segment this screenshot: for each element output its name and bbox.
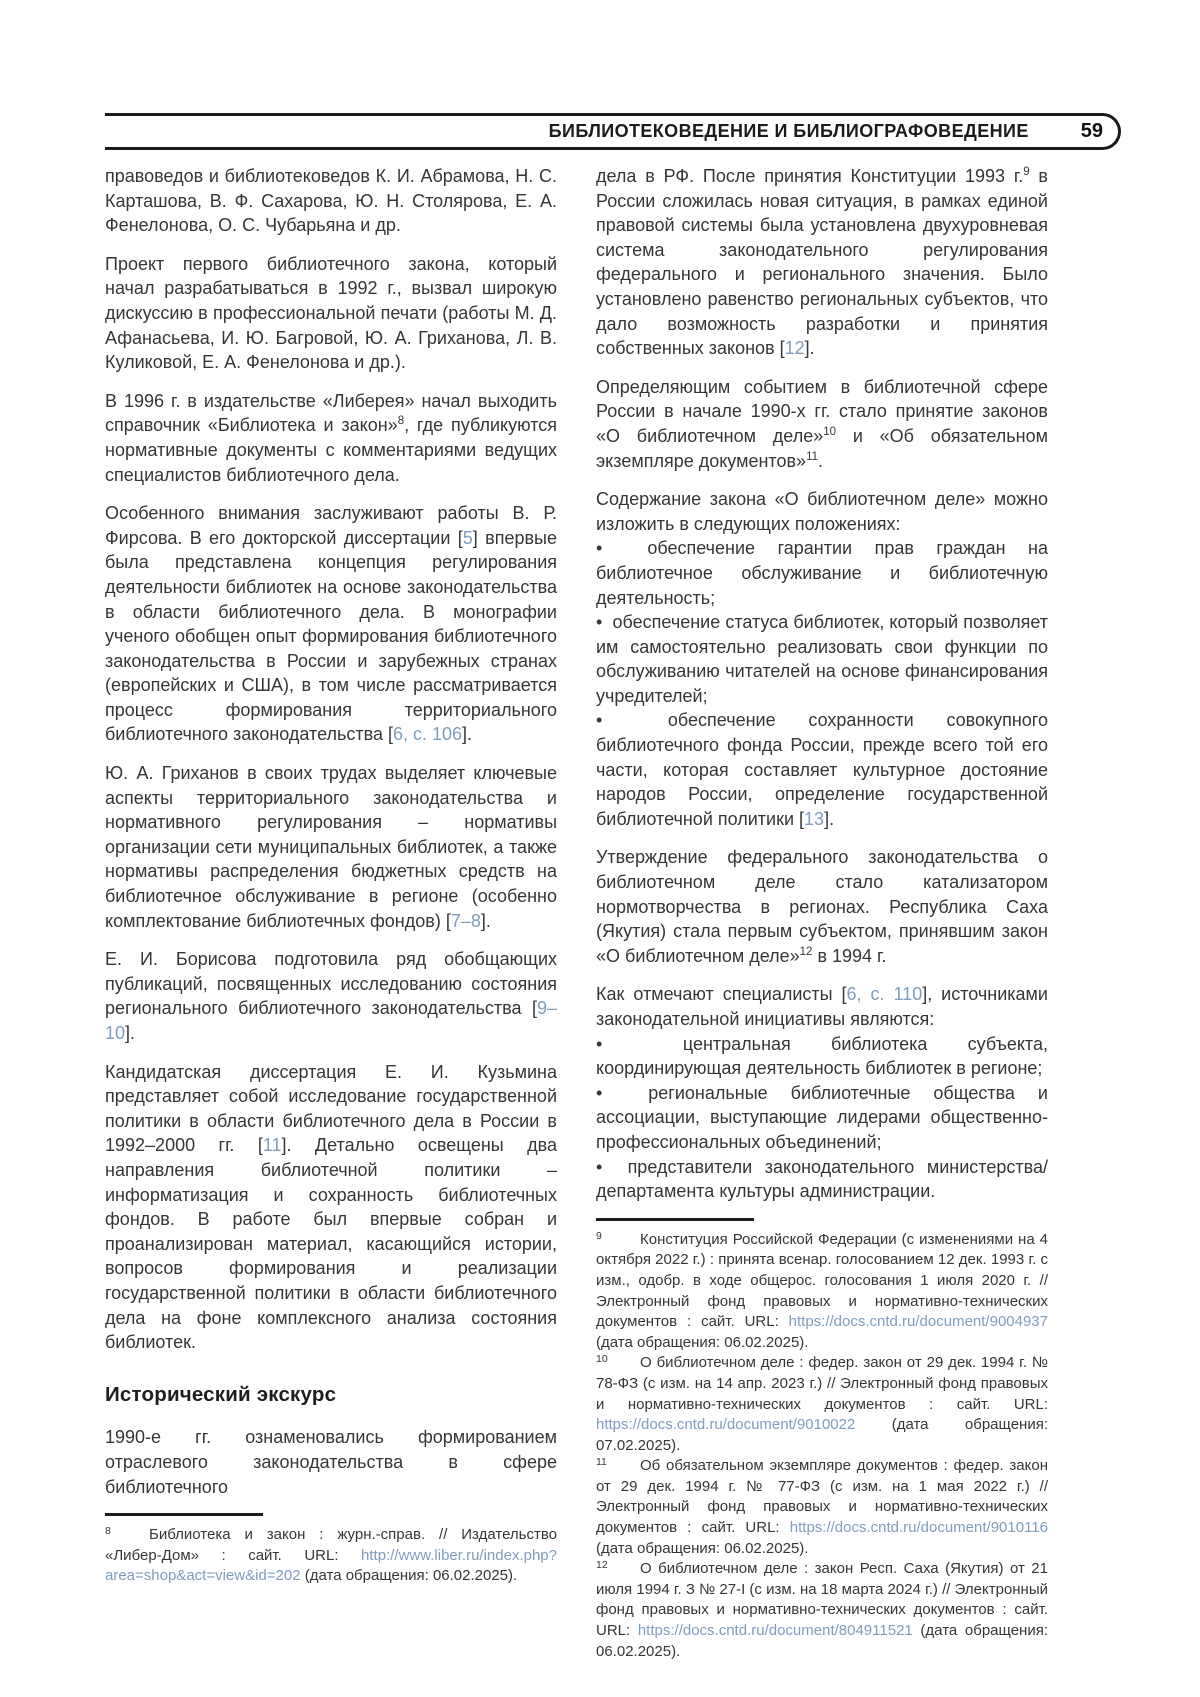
bullet-icon: • bbox=[596, 1156, 628, 1177]
bullet-item bbox=[596, 1155, 1048, 1204]
text-run: представители законодательного министерства/департамента культуры администрации. bbox=[596, 1156, 1048, 1202]
text-run: (дата обращения: 06.02.2025). bbox=[300, 1567, 518, 1585]
text-run: В 1996 г. в издательстве «Либерея» начал выходить справочник «Библиотека и закон» bbox=[105, 390, 557, 436]
text-run: ]. bbox=[804, 338, 815, 359]
text-run: (дата обращения: 07.02.2025). bbox=[596, 1416, 1048, 1454]
paragraph bbox=[596, 487, 1048, 536]
text-run: Содержание закона «О библиотечном деле» можно изложить в следующих положениях: bbox=[596, 489, 1048, 534]
text-run: Кандидатская диссертация Е. И. Кузьмина представляет собой исследование государственной политики в области библиотечного дела в России в 1992–2000 гг. [ bbox=[105, 1061, 557, 1156]
paragraph bbox=[596, 982, 1048, 1031]
footnote: 11 Об обязательном экземпляре документов : федер. закон от 29 дек. 1994 г. № 77-ФЗ (с изм. на 1 мая 2022 г.) // Электронный фонд правовых и нормативно-технических документов : сайт. URL: https://docs.cntd.ru/document/9010116 (дата обращения: 06.02.2025). bbox=[596, 1456, 1048, 1557]
text-run: О библиотечном деле : федер. закон от 29 дек. 1994 г. № 78-ФЗ (с изм. на 14 апр. 2023 г.) // Электронный фонд правовых и нормативно-технических документов : сайт. URL: bbox=[596, 1354, 1048, 1413]
text-run: О библиотечном деле : закон Респ. Саха (Якутия) от 21 июля 1994 г. З № 27-I (с изм. на 18 марта 2024 г.) // Электронный фонд правовых и нормативно-технических документов : сайт. URL: bbox=[596, 1560, 1048, 1640]
paragraph bbox=[596, 845, 1048, 968]
footnote-marker: 8 bbox=[397, 415, 405, 428]
text-run: ]. bbox=[125, 1023, 136, 1043]
text-run: ]. bbox=[480, 910, 491, 931]
footnote-separator bbox=[105, 1513, 263, 1516]
url-link[interactable]: https://docs.cntd.ru/document/9004937 bbox=[788, 1313, 1048, 1331]
text-run: ] впервые была представлена концепция регулирования деятельности библиотек на основе законодательства в области библиотечного дела. В монографии ученого обобщен опыт формирования библиотечного законодательства в России и зарубежных странах (европейских и США), в том числе рассматривается процесс формирования территориального библиотечного законодательства [ bbox=[105, 527, 557, 745]
text-run: 1990-е гг. ознаменовались формированием отраслевого законодательства в сфере библиотечного bbox=[105, 1427, 557, 1497]
footnote-marker: 10 bbox=[823, 425, 837, 438]
text-run: (дата обращения: 06.02.2025). bbox=[596, 1622, 1048, 1660]
url-link[interactable]: http://www.liber.ru/index.php?area=shop&act=view&id=202 bbox=[105, 1546, 557, 1585]
text-run: Библиотека и закон : журн.-справ. // Издательство «Либер-Дом» : сайт. URL: bbox=[105, 1526, 557, 1564]
bullet-item bbox=[596, 536, 1048, 610]
text-run: Конституция Российской Федерации (с изменениями на 4 октября 2022 г.) : принята всенар. голосованием 12 дек. 1993 г. с изм., одобр. в ходе общерос. голосования 1 июля 2020 г. // Электронный фонд правовых и нормативно-технических документов : сайт. URL: bbox=[596, 1230, 1048, 1331]
text-run: центральная библиотека субъекта, координирующая деятельность библиотек в регионе; bbox=[596, 1033, 1048, 1079]
bullet-icon: • bbox=[596, 710, 668, 731]
text-run: в России сложилась новая ситуация, в рамках единой правовой системы была установлена двухуровневая система законодательного регулирования федерального и регионального значения. Было установлено равенство региональных субъектов, что дало возможность разработки и принятия собственных законов [ bbox=[596, 166, 1048, 359]
footnote: 8 Библиотека и закон : журн.-справ. // Издательство «Либер-Дом» : сайт. URL: http://www.liber.ru/index.php?area=shop&act=view&id=202 (дата обращения: 06.02.2025). bbox=[105, 1525, 557, 1585]
text-run: Как отмечают специалисты [ bbox=[596, 984, 847, 1005]
citation-link[interactable]: 7–8 bbox=[450, 910, 481, 931]
column-left-body bbox=[105, 164, 557, 1499]
text-run: Е. И. Борисова подготовила ряд обобщающих публикаций, посвященных исследованию состояния регионального библиотечного законодательства [ bbox=[105, 949, 557, 1019]
bullet-icon: • bbox=[596, 538, 648, 559]
footnote: 9 Конституция Российской Федерации (с изменениями на 4 октября 2022 г.) : принята всенар. голосованием 12 дек. 1993 г. с изм., одобр. в ходе общерос. голосования 1 июля 2020 г. // Электронный фонд правовых и нормативно-технических документов : сайт. URL: https://docs.cntd.ru/document/9004937 (дата обращения: 06.02.2025). bbox=[596, 1229, 1048, 1351]
bullet-icon: • bbox=[596, 1033, 683, 1054]
text-run: ]. bbox=[824, 808, 835, 829]
text-run: региональные библиотечные общества и ассоциации, выступающие лидерами общественно-профессиональных объединений; bbox=[596, 1082, 1048, 1152]
text-run: , где публикуются нормативные документы с комментариями ведущих специалистов библиотечного дела. bbox=[105, 415, 557, 485]
footnote-separator bbox=[596, 1218, 754, 1221]
paragraph bbox=[105, 501, 557, 747]
text-run: Утверждение федерального законодательства о библиотечном деле стало катализатором нормотворчества в регионах. Республика Саха (Якутия) стала первым субъектом, принявшим закон «О библиотечном деле» bbox=[596, 847, 1048, 966]
url-link[interactable]: https://docs.cntd.ru/document/9010022 bbox=[596, 1416, 856, 1434]
paragraph bbox=[105, 761, 557, 933]
text-run: обеспечение статуса библиотек, который позволяет им самостоятельно реализовать свои функции по обслуживанию читателей на основе финансирования учредителей; bbox=[596, 612, 1048, 706]
text-run: (дата обращения: 06.02.2025). bbox=[596, 1539, 809, 1557]
citation-link[interactable]: 11 bbox=[262, 1135, 282, 1156]
column-right-body bbox=[596, 164, 1048, 1204]
footnote-marker: 12 bbox=[799, 945, 813, 958]
bullet-item bbox=[596, 1032, 1048, 1081]
text-run: Исторический экскурс bbox=[105, 1382, 337, 1406]
bullet-item bbox=[596, 708, 1048, 831]
text-run: в 1994 г. bbox=[812, 945, 887, 966]
text-run: дела в РФ. После принятия Конституции 1993 г. bbox=[596, 166, 1024, 186]
url-link[interactable]: https://docs.cntd.ru/document/804911521 bbox=[637, 1622, 913, 1640]
text-run: Проект первого библиотечного закона, который начал разрабатываться в 1992 г., вызвал широкую дискуссию в профессиональной печати (работы М. Д. Афанасьева, И. Ю. Багровой, Ю. А. Гриханова, Л. В. Куликовой, Е. А. Фенелонова и др.). bbox=[105, 253, 557, 373]
citation-link[interactable]: 6, с. 110 bbox=[846, 984, 923, 1005]
section-heading bbox=[105, 1383, 557, 1408]
citation-link[interactable]: 5 bbox=[462, 527, 473, 548]
paragraph bbox=[105, 947, 557, 1045]
footnote-marker: 9 bbox=[1023, 166, 1030, 178]
text-run: и «Об обязательном экземпляре документов» bbox=[596, 425, 1048, 471]
column-left bbox=[105, 164, 557, 1587]
running-header bbox=[105, 113, 1121, 150]
citation-link[interactable]: 6, с. 106 bbox=[392, 724, 463, 745]
citation-link[interactable]: 9–10 bbox=[105, 998, 557, 1043]
footnote: 12 О библиотечном деле : закон Респ. Саха (Якутия) от 21 июля 1994 г. З № 27-I (с изм. на 18 марта 2024 г.) // Электронный фонд правовых и нормативно-технических документов : сайт. URL: https://docs.cntd.ru/document/804911521 (дата обращения: 06.02.2025). bbox=[596, 1559, 1048, 1660]
paragraph bbox=[105, 389, 557, 487]
footnote: 10 О библиотечном деле : федер. закон от 29 дек. 1994 г. № 78-ФЗ (с изм. на 14 апр. 2023 г.) // Электронный фонд правовых и нормативно-технических документов : сайт. URL: https://docs.cntd.ru/document/9010022 (дата обращения: 07.02.2025). bbox=[596, 1353, 1048, 1454]
paragraph bbox=[105, 1425, 557, 1499]
section-title: БИБЛИОТЕКОВЕДЕНИЕ И БИБЛИОГРАФОВЕДЕНИЕ bbox=[548, 121, 1029, 141]
bullet-icon: • bbox=[596, 612, 613, 633]
footnote-marker: 11 bbox=[806, 450, 819, 463]
text-run: Об обязательном экземпляре документов : федер. закон от 29 дек. 1994 г. № 77-ФЗ (с изм. на 1 мая 2022 г.) // Электронный фонд правовых и нормативно-технических документов : сайт. URL: bbox=[596, 1457, 1048, 1537]
column-right-footnotes bbox=[596, 1230, 1048, 1662]
text-run: Ю. А. Гриханов в своих трудах выделяет ключевые аспекты территориального законодательства и нормативного регулирования – нормативы организации сети муниципальных библиотек, а также нормативы распределения бюджетных средств на библиотечное обслуживание в регионе (особенно комплектование библиотечных фондов) [ bbox=[105, 763, 557, 931]
text-run: обеспечение сохранности совокупного библиотечного фонда России, прежде всего той его части, которая составляет культурное достояние народов России, определение государственной библиотечной политики [ bbox=[596, 710, 1048, 829]
bullet-item bbox=[596, 610, 1048, 708]
text-run: ]. Детально освещены два направления библиотечной политики – информатизация и сохранность библиотечных фондов. В работе был впервые собран и проанализирован материал, касающийся истории, вопросов формирования и реализации государственной политики в области библиотечного дела на фоне комплексного анализа состояния библиотек. bbox=[105, 1135, 557, 1353]
paragraph bbox=[596, 164, 1048, 361]
bullet-icon: • bbox=[596, 1082, 649, 1103]
text-run: Особенного внимания заслуживают работы В. Р. Фирсова. В его докторской диссертации [ bbox=[105, 503, 557, 548]
text-run: ]. bbox=[462, 724, 473, 745]
text-run: ], источниками законодательной инициативы являются: bbox=[596, 984, 1048, 1029]
paragraph bbox=[596, 375, 1048, 473]
text-run: обеспечение гарантии прав граждан на библиотечное обслуживание и библиотечную деятельность; bbox=[596, 538, 1048, 608]
paragraph bbox=[105, 1060, 557, 1355]
url-link[interactable]: https://docs.cntd.ru/document/9010116 bbox=[789, 1519, 1048, 1537]
citation-link[interactable]: 12 bbox=[784, 338, 805, 359]
column-left-footnotes bbox=[105, 1525, 557, 1587]
text-run: . bbox=[818, 450, 824, 471]
paragraph bbox=[105, 164, 557, 238]
bullet-item bbox=[596, 1081, 1048, 1155]
text-run: правоведов и библиотековедов К. И. Абрамова, Н. С. Карташова, В. Ф. Сахарова, Ю. Н. Столярова, Е. А. Фенелонова, О. С. Чубарьяна и др. bbox=[105, 166, 557, 236]
page-number: 59 bbox=[1080, 120, 1103, 142]
column-right bbox=[596, 164, 1048, 1662]
text-run: Определяющим событием в библиотечной сфере России в начале 1990-х гг. стало принятие законов «О библиотечном деле» bbox=[596, 376, 1048, 446]
citation-link[interactable]: 13 bbox=[804, 808, 825, 829]
text-run: (дата обращения: 06.02.2025). bbox=[596, 1333, 809, 1351]
paragraph bbox=[105, 252, 557, 375]
